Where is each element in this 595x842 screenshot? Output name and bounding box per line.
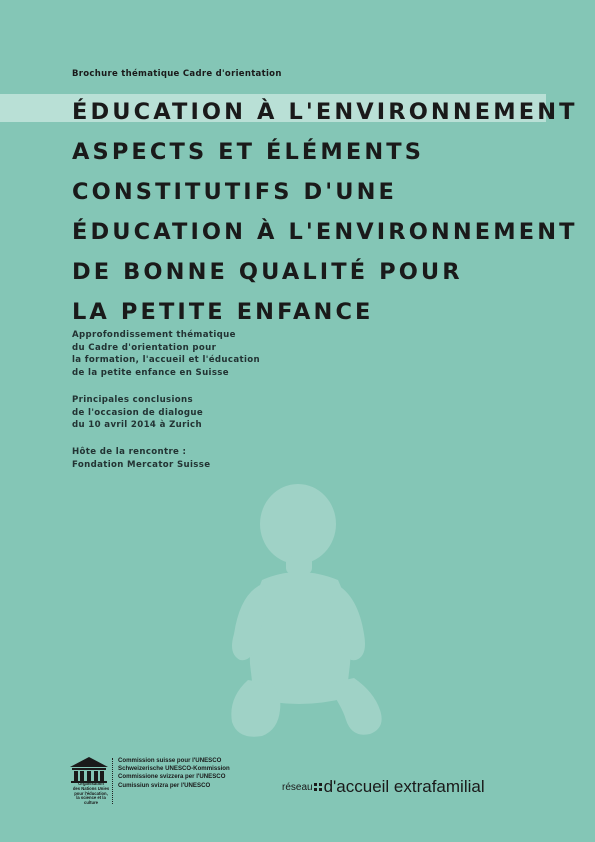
eyebrow: Brochure thématique Cadre d'orientation bbox=[72, 69, 282, 79]
intro-line: de l'occasion de dialogue bbox=[72, 407, 204, 418]
title-line: ASPECTS ET ÉLÉMENTS bbox=[72, 139, 425, 165]
intro-line: du 10 avril 2014 à Zurich bbox=[72, 420, 202, 431]
title-line: ÉDUCATION À L'ENVIRONNEMENT bbox=[72, 219, 578, 245]
baby-silhouette-icon bbox=[218, 484, 388, 742]
commission-line: Commission suisse pour l'UNESCO bbox=[118, 757, 222, 764]
org-line: la science et la culture bbox=[76, 795, 106, 806]
commission-line: Cumissiun svizra per l'UNESCO bbox=[118, 781, 211, 789]
title-line: CONSTITUTIFS D'UNE bbox=[72, 179, 397, 205]
intro-paragraph-3 bbox=[72, 446, 332, 471]
commission-line: Commissione svizzera per l'UNESCO bbox=[118, 773, 226, 781]
org-line: pour l'éducation, bbox=[74, 790, 108, 796]
title-line: ÉDUCATION À L'ENVIRONNEMENT bbox=[72, 99, 578, 125]
intro-line: Approfondissement thématique bbox=[72, 330, 236, 340]
title-line: DE BONNE QUALITÉ POUR bbox=[72, 259, 463, 285]
intro-line: Principales conclusions bbox=[72, 395, 193, 405]
intro-paragraph-2 bbox=[72, 394, 332, 432]
org-line: Organisation bbox=[78, 781, 104, 786]
network-main-text: d'accueil extrafamilial bbox=[323, 777, 485, 796]
network-dots-icon bbox=[314, 783, 322, 791]
intro-line: de la petite enfance en Suisse bbox=[72, 367, 229, 378]
commission-line: Schweizerische UNESCO-Kommission bbox=[118, 765, 230, 773]
network-small-text: réseau bbox=[282, 782, 313, 793]
document-title bbox=[72, 92, 578, 332]
intro-paragraph-1 bbox=[72, 329, 332, 379]
intro-line: du Cadre d'orientation pour bbox=[72, 342, 217, 353]
intro-line: Fondation Mercator Suisse bbox=[72, 459, 211, 470]
title-line: LA PETITE ENFANCE bbox=[72, 299, 374, 325]
network-logo bbox=[282, 777, 485, 797]
intro-line: la formation, l'accueil et l'éducation bbox=[72, 355, 260, 366]
org-line: des Nations Unies bbox=[72, 785, 110, 791]
commission-names bbox=[118, 757, 230, 790]
intro-line: Hôte de la rencontre : bbox=[72, 447, 187, 457]
logo-separator bbox=[112, 758, 114, 804]
unesco-organisation-text bbox=[70, 782, 112, 806]
